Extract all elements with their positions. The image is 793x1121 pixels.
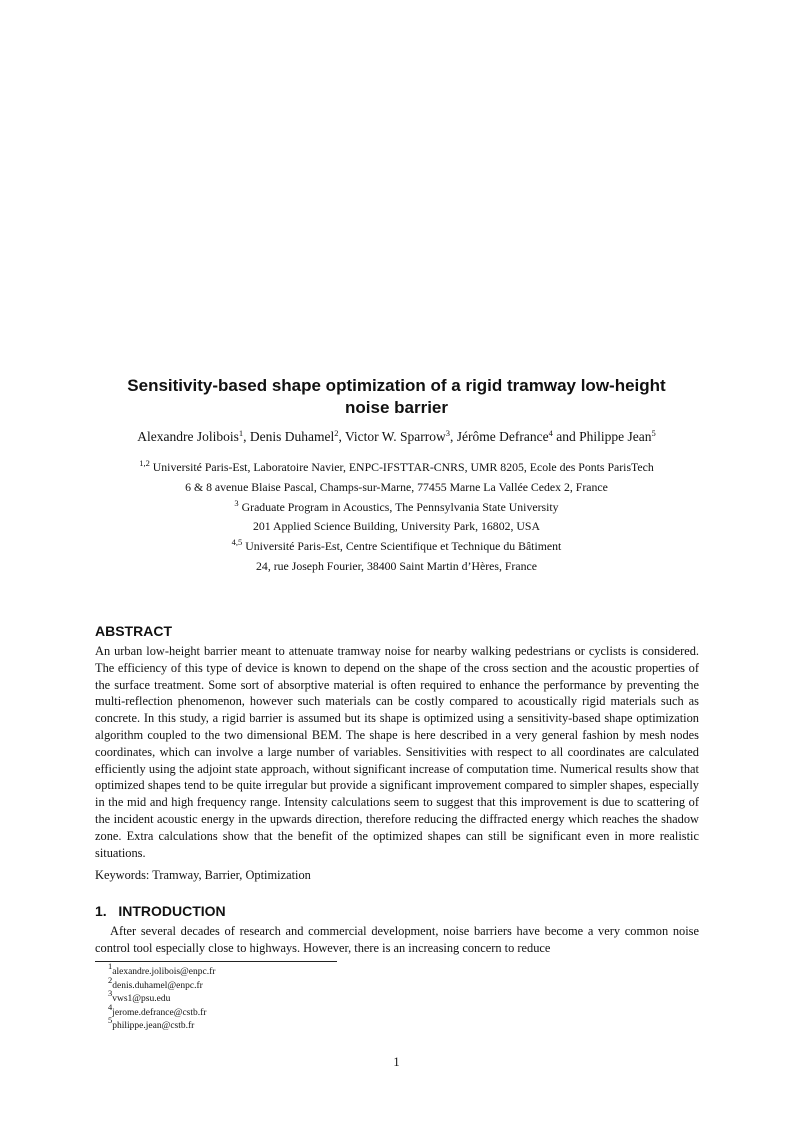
author: Alexandre Jolibois$^1$,: [137, 428, 250, 444]
author: Denis Duhamel$^2$,: [249, 428, 345, 444]
affiliation-line: $^{1,2}$ Université Paris-Est, Laboratoire Navier, ENPC-IFSTTAR-CNRS, UMR 8205, Ecole des Ponts ParisTech: [139, 458, 654, 474]
footnote: $^5$philippe.jean@cstb.fr: [108, 1015, 195, 1032]
author: Victor W. Sparrow$^3$,: [344, 428, 457, 444]
author: Philippe Jean$^5$: [579, 428, 656, 444]
author: Jérôme Defrance$^4$ and: [456, 428, 580, 444]
introduction-text: After several decades of research and commercial development, noise barriers have become a very common noise control tool especially close to highways. However, there is an increasing concern to reduce: [95, 924, 699, 955]
affiliation-line: $^{4,5}$ Université Paris-Est, Centre Scientifique et Technique du Bâtiment: [231, 537, 562, 554]
footnote: $^3$vws1@psu.edu: [108, 988, 171, 1005]
introduction-heading: 1. INTRODUCTION: [95, 903, 226, 919]
affiliation-address: 201 Applied Science Building, University Park, 16802, USA: [252, 519, 541, 534]
affiliation-line: $^3$ Graduate Program in Acoustics, The Pennsylvania State University: [234, 497, 559, 514]
affiliation-address: 24, rue Joseph Fourier, 38400 Saint Martin d’Hères, France: [256, 558, 537, 573]
footnote: $^1$alexandre.jolibois@enpc.fr: [108, 961, 216, 977]
footnote-list: [108, 961, 216, 1034]
page-number: 1: [393, 1055, 400, 1069]
affiliation-list: [60, 458, 733, 577]
footnote: $^4$jerome.defrance@cstb.fr: [108, 1001, 207, 1018]
author-list: [60, 428, 733, 446]
abstract-text: An urban low-height barrier meant to attenuate tramway noise for nearby walking pedestrians or cyclists is considered. The efficiency of this type of device is known to depend on the shape of the cross section and the acoustic properties of the surface treatment. Some sort of absorptive material is often required to enhance the performance by preventing the multi-reflection phenomenon, however such materials can be costly compared to acoustically rigid materials such as concrete. In this study, a rigid barrier is assumed but its shape is optimized using a sensitivity-based shape optimization algorithm coupled to the two dimensional BEM. The shape is here described in a very general fashion by mesh nodes coordinates, which can involve a large number of variables. Sensitivities with respect to all coordinates are calculated efficiently using the adjoint state approach, without significant increase of computation time. Numerical results show that optimized shapes tend to be quite irregular but provide a significant improvement compared to simpler shapes, especially in the mid and high frequency range. Intensity calculations seem to suggest that this improvement is due to scattering of the incident acoustic energy in the upwards direction, therefore reducing the diffracted energy which reaches the shadow zone. Extra calculations show that the benefit of the optimized shapes can still be significant even in more realistic situations.: [95, 644, 699, 860]
keywords: Keywords: Tramway, Barrier, Optimization: [95, 868, 311, 882]
abstract-heading: ABSTRACT: [95, 623, 172, 639]
footnote-divider: [95, 961, 337, 962]
footnote: $^2$denis.duhamel@enpc.fr: [108, 974, 203, 991]
affiliation-address: 6 & 8 avenue Blaise Pascal, Champs-sur-Marne, 77455 Marne La Vallée Cedex 2, France: [185, 479, 608, 494]
paper-title: Sensitivity-based shape optimization of a rigid tramway low-height noise barrier: [127, 376, 666, 417]
